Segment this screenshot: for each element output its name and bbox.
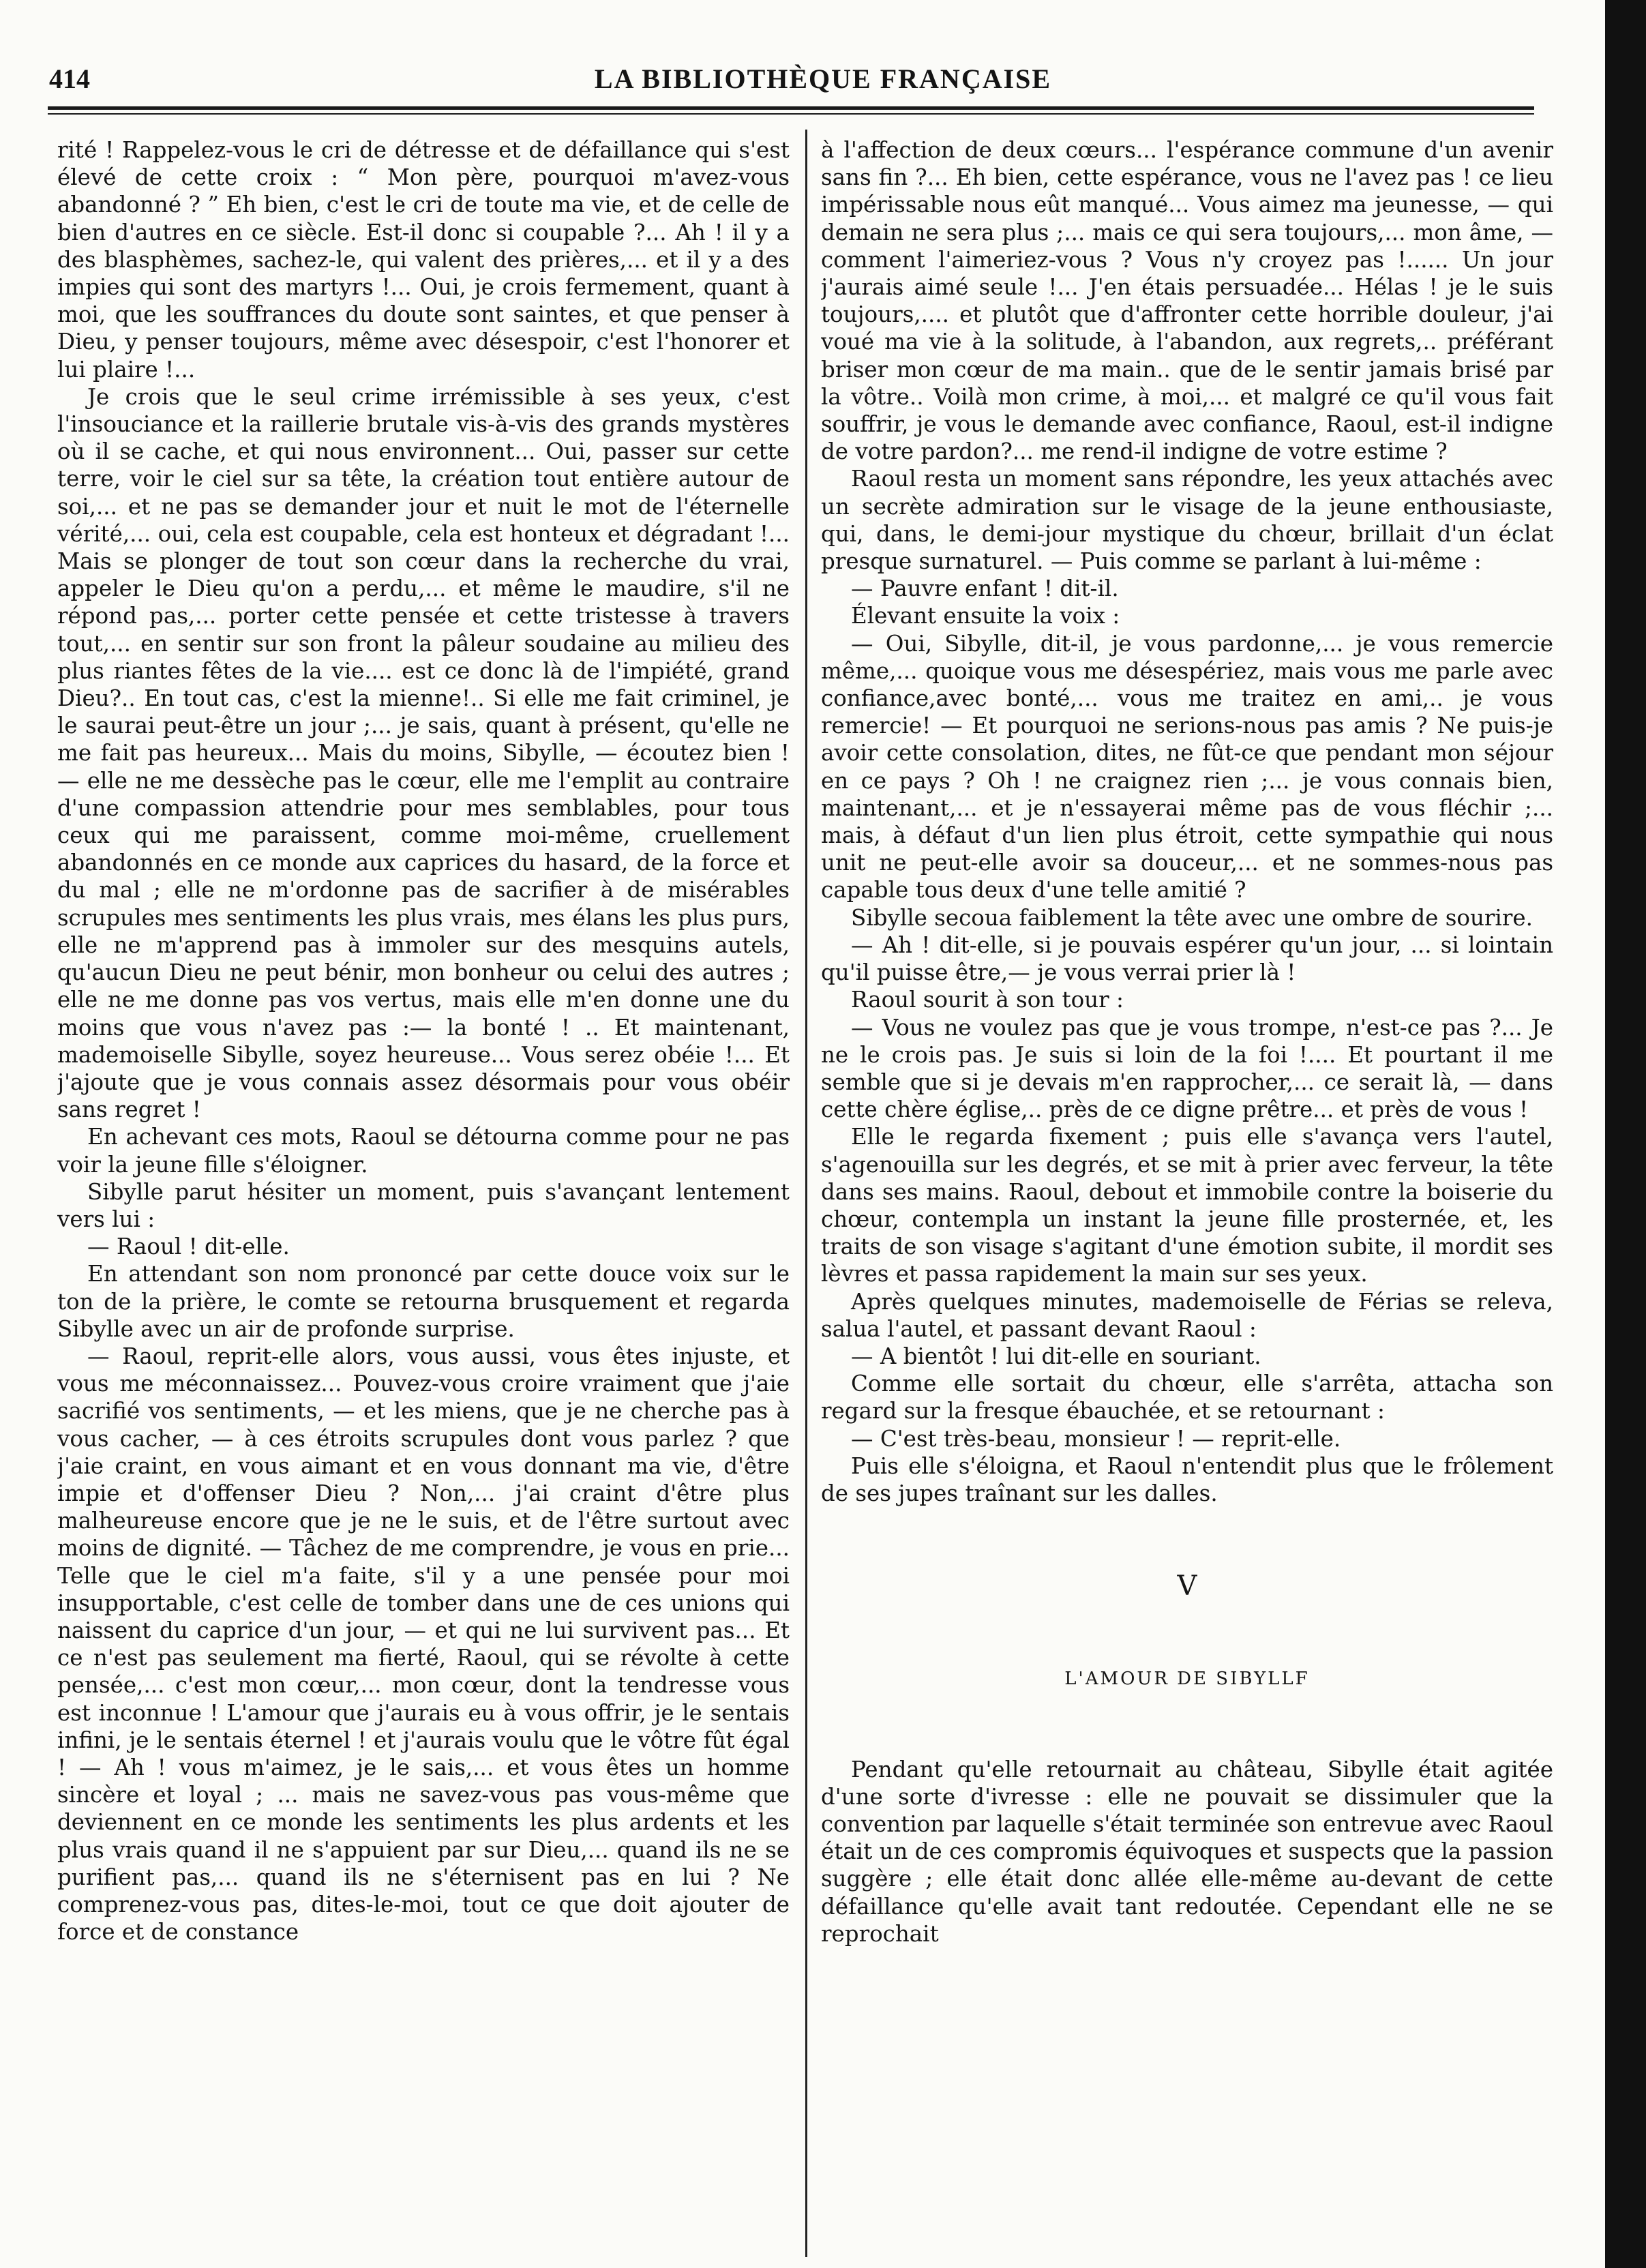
page-number: 414: [49, 63, 90, 94]
section-title: L'AMOUR DE SIBYLLF: [1064, 1669, 1310, 1690]
scan-edge-shadow: [1605, 0, 1646, 2268]
paragraph: Elle le regarda fixement ; puis elle s'avança vers l'autel, s'agenouilla sur les degrés, et se mit à prier avec ferveur, la tête dans ses mains. Raoul, debout et immobile contre la boiserie du chœur, contempla un instant la jeune fille prosternée, et, les traits de son visage s'agitant d'une émotion subite, il mordit ses lèvres et passa rapidement la main sur ses yeux.: [821, 1124, 1553, 1287]
paragraph: — Oui, Sibylle, dit-il, je vous pardonne,... je vous remercie même,... quoique vous me désespériez, mais vous me parle avec confiance,avec bonté,... vous me traitez en ami,.. je vous remercie! — Et pourquoi ne serions-nous pas amis ? Ne puis-je avoir cette consolation, dites, ne fût-ce que pendant mon séjour en ce pays ? Oh ! ne craignez rien ;... je vous connais bien, maintenant,... et je n'essayerai même pas de vous fléchir ;... mais, à défaut d'un lien plus étroit, cette sympathie qui nous unit ne peut-elle avoir sa douceur,... et ne sommes-nous pas capable tous deux d'une telle amitié ?: [821, 630, 1553, 904]
paragraph: — Pauvre enfant ! dit-il.: [851, 576, 1119, 602]
paragraph: En attendant son nom prononcé par cette douce voix sur le ton de la prière, le comte se retourna brusquement et regarda Sibylle avec un air de profonde surprise.: [57, 1261, 790, 1342]
paragraph: Élevant ensuite la voix :: [851, 603, 1120, 629]
section-spacer: [821, 1693, 1553, 1756]
paragraph: rité ! Rappelez-vous le cri de détresse et de défaillance qui s'est élevé de cette croix : “ Mon père, pourquoi m'avez-vous abandonné ? ” Eh bien, c'est le cri de toute ma vie, et de celle de bien d'autres en ce siècle. Est-il donc si coupable ?... Ah ! il y a des blasphèmes, sachez-le, qui valent des prières,... et il y a des impies qui sont des martyrs !... Oui, je crois fermement, quant à moi, que les souffrances du doute sont saintes, et que penser à Dieu, y penser toujours, même avec désespoir, c'est l'honorer et lui plaire !...: [57, 137, 790, 383]
paragraph: — A bientôt ! lui dit-elle en souriant.: [851, 1343, 1261, 1369]
header-rule-thin: [48, 113, 1534, 115]
paragraph: Puis elle s'éloigna, et Raoul n'entendit plus que le frôlement de ses jupes traînant sur les dalles.: [821, 1452, 1553, 1506]
paragraph: — C'est très-beau, monsieur ! — reprit-elle.: [851, 1425, 1341, 1452]
running-title: LA BIBLIOTHÈQUE FRANÇAISE: [594, 63, 1052, 94]
paragraph: à l'affection de deux cœurs... l'espérance commune d'un avenir sans fin ?... Eh bien, cette espérance, vous ne l'avez pas ! ce lieu impérissable nous eût manqué... Vous aimez ma jeunesse, — qui demain ne sera plus ;... mais ce qui sera toujours,... mon âme, — comment l'aimeriez-vous ? Vous n'y croyez pas !...... Un jour j'aurais aimé seule !... J'en étais persuadée... Hélas ! je le suis toujours,.... et plutôt que d'affronter cette horrible douleur, j'ai voué ma vie à la solitude, à l'abandon, aux regrets,.. préférant briser mon cœur de ma main.. que de le sentir jamais brisé par la vôtre.. Voilà mon crime, à moi,... et malgré ce qu'il vous fait souffrir, je vous le demande avec confiance, Raoul, est-il indigne de votre pardon?... me rend-il indigne de votre estime ?: [821, 137, 1553, 465]
paragraph: — Raoul, reprit-elle alors, vous aussi, vous êtes injuste, et vous me méconnaissez... Pouvez-vous croire vraiment que j'aie sacrifié vos sentiments, — et les miens, que je ne cherche pas à vous cacher, — à ces étroits scrupules dont vous parlez ? que j'aie craint, en vous aimant et en vous donnant ma vie, d'être impie et d'offenser Dieu ? Non,... j'ai craint d'être plus malheureuse encore que je ne le suis, et de l'être surtout avec moins de dignité. — Tâchez de me comprendre, je vous en prie... Telle que le ciel m'a faite, s'il y a une pensée pour moi insupportable, c'est celle de tomber dans une de ces unions qui naissent du caprice d'un jour, — et qui ne lui survivent pas... Et ce n'est pas seulement ma fierté, Raoul, qui se révolte à cette pensée,... c'est mon cœur,... mon cœur, dont la tendresse vous est inconnue ! L'amour que j'aurais eu à vous offrir, je le sentais infini, je le sentais éternel ! et j'aurais voulu que le vôtre fût égal ! — Ah ! vous m'aimez, je le sais,... et vous êtes un homme sincère et loyal ; ... mais ne savez-vous pas vous-même que deviennent en ce monde les sentiments les plus ardents et les plus vrais quand il ne s'appuient par sur Dieu,... quand ils ne se purifient pas,... quand ils ne s'éternisent pas en lui ? Ne comprenez-vous pas, dites-le-moi, tout ce que doit ajouter de force et de constance: [57, 1343, 790, 1945]
header-rule: [48, 106, 1534, 110]
left-column: [57, 136, 790, 2223]
section-number: V: [1177, 1570, 1197, 1602]
paragraph: — Raoul ! dit-elle.: [87, 1234, 290, 1260]
paragraph: Après quelques minutes, mademoiselle de Férias se releva, salua l'autel, et passant devant Raoul :: [821, 1288, 1553, 1342]
paragraph: Sibylle parut hésiter un moment, puis s'avançant lentement vers lui :: [57, 1178, 790, 1232]
paragraph: Pendant qu'elle retournait au château, Sibylle était agitée d'une sorte d'ivresse : elle ne pouvait se dissimuler que la convention par laquelle s'était terminée son entrevue avec Raoul était un de ces compromis équivoques et suspects que la passion suggère ; elle était donc allée elle-même au-devant de cette défaillance qu'elle avait tant redoutée. Cependant elle ne se reprochait: [821, 1756, 1553, 1947]
paragraph: Je crois que le seul crime irrémissible à ses yeux, c'est l'insouciance et la raillerie brutale vis-à-vis des grands mystères où il se cache, et qui nous environnent... Oui, passer sur cette terre, voir le ciel sur sa tête, la création tout entière autour de soi,... et ne pas se demander jour et nuit le mot de l'éternelle vérité,... oui, cela est coupable, cela est honteux et dégradant !... Mais se plonger de tout son cœur dans la recherche du vrai, appeler le Dieu qu'on a perdu,... et même le maudire, s'il ne répond pas,... porter cette pensée et cette tristesse à travers tout,... en sentir sur son front la pâleur soudaine au milieu des plus riantes fêtes de la vie.... est ce donc là de l'impiété, grand Dieu?.. En tout cas, c'est la mienne!.. Si elle me fait criminel, je le saurai peut-être un jour ;... je sais, quant à présent, qu'elle ne me fait pas heureux... Mais du moins, Sibylle, — écoutez bien ! — elle ne me dessèche pas le cœur, elle me l'emplit au contraire d'une compassion attendrie pour mes semblables, pour tous ceux qui me paraissent, comme moi-même, cruellement abandonnés en ce monde aux caprices du hasard, de la force et du mal ; elle ne m'ordonne pas de sacrifier à de misérables scrupules mes sentiments les plus vrais, mes élans les plus purs, elle ne m'apprend pas à immoler sur des mesquins autels, qu'aucun Dieu ne peut bénir, mon bonheur ou celui des autres ; elle ne me donne pas vos vertus, mais elle m'en donne une du moins que vous n'avez pas :— la bonté ! .. Et maintenant, mademoiselle Sibylle, soyez heureuse... Vous serez obéie !... Et j'ajoute que je vous connais assez désormais pour vous obéir sans regret !: [57, 383, 790, 1123]
column-divider: [805, 130, 807, 2257]
paragraph: — Ah ! dit-elle, si je pouvais espérer qu'un jour, ... si lointain qu'il puisse être,— je vous verrai prier là !: [821, 931, 1553, 986]
right-column: [821, 136, 1553, 2223]
paragraph: Raoul resta un moment sans répondre, les yeux attachés avec un secrète admiration sur le visage de la jeune enthousiaste, qui, dans, le demi-jour mystique du chœur, brillait d'un éclat presque surnaturel. — Puis comme se parlant à lui-même :: [821, 466, 1553, 575]
paragraph: Comme elle sortait du chœur, elle s'arrêta, attacha son regard sur la fresque ébauchée, et se retournant :: [821, 1371, 1553, 1424]
paragraph: — Vous ne voulez pas que je vous trompe, n'est-ce pas ?... Je ne le crois pas. Je suis si loin de la foi !.... Et pourtant il me semble que si je devais m'en rapprocher,... ce serait là, — dans cette chère église,.. près de ce digne prêtre... et près de vous !: [821, 1014, 1553, 1123]
paragraph: En achevant ces mots, Raoul se détourna comme pour ne pas voir la jeune fille s'éloigner.: [57, 1124, 790, 1178]
paragraph: Raoul sourit à son tour :: [851, 987, 1124, 1013]
paragraph: Sibylle secoua faiblement la tête avec une ombre de sourire.: [851, 904, 1533, 931]
